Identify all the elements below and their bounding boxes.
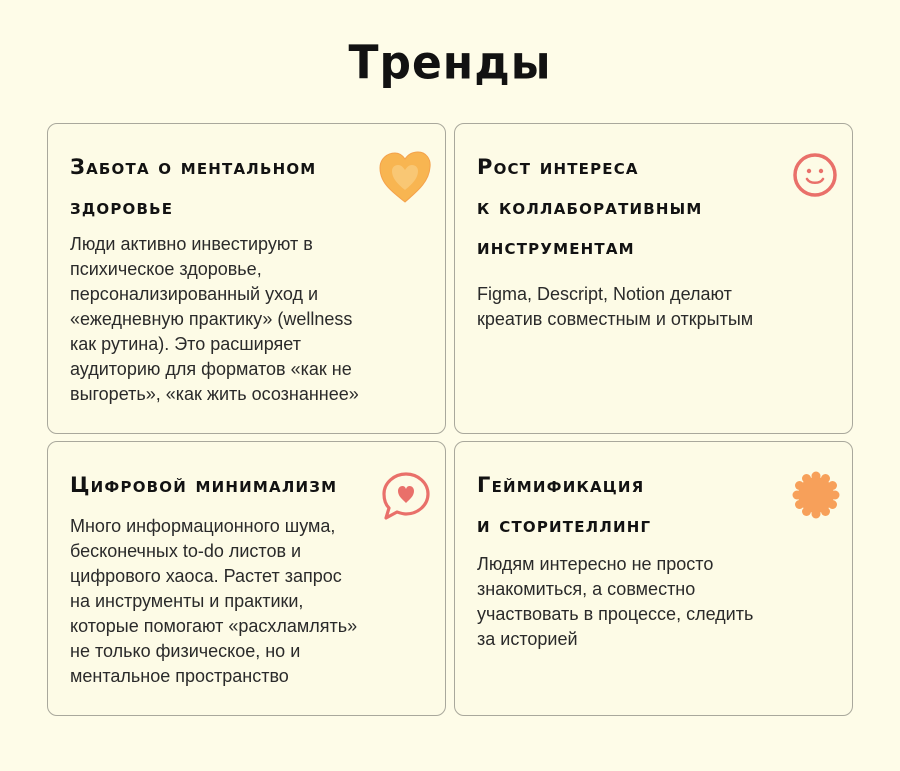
- text-line: Много информационного шума,: [70, 516, 336, 536]
- text-line: бесконечных to-do листов и: [70, 541, 302, 561]
- text-line: выгореть», «как жить осознаннее»: [70, 384, 359, 404]
- card-title-line: Забота о ментальном: [70, 155, 317, 179]
- card-text: [70, 514, 440, 689]
- card-title-line: Рост интереса: [477, 155, 639, 179]
- heart-speech-bubble-icon: [378, 468, 434, 524]
- card-text: [477, 282, 847, 332]
- card-digital-minimalism: [47, 441, 446, 716]
- card-title-line: и сторителлинг: [477, 513, 652, 537]
- text-line: как рутина). Это расширяет: [70, 334, 301, 354]
- text-line: за историей: [477, 629, 578, 649]
- text-line: знакомиться, а совместно: [477, 579, 696, 599]
- card-text: [70, 232, 440, 407]
- text-line: Люди активно инвестируют в: [70, 234, 313, 254]
- smiley-face-icon: [791, 151, 839, 199]
- text-line: на инструменты и практики,: [70, 591, 304, 611]
- text-line: которые помогают «расхламлять»: [70, 616, 358, 636]
- text-line: креатив совместным и открытым: [477, 309, 754, 329]
- heart-icon: [374, 146, 436, 208]
- card-mental-health: [47, 123, 446, 434]
- text-line: персонализированный уход и: [70, 284, 319, 304]
- scalloped-circle-icon: [791, 470, 841, 520]
- text-line: психическое здоровье,: [70, 259, 262, 279]
- text-line: «ежедневную практику» (wellness: [70, 309, 353, 329]
- text-line: ментальное пространство: [70, 666, 289, 686]
- card-gamification: [454, 441, 853, 716]
- text-line: не только физическое, но и: [70, 641, 301, 661]
- text-line: участвовать в процессе, следить: [477, 604, 754, 624]
- text-line: цифрового хаоса. Растет запрос: [70, 566, 342, 586]
- card-title-line: инструментам: [477, 235, 635, 259]
- card-title-line: к коллаборативным: [477, 195, 703, 219]
- text-line: аудиторию для форматов «как не: [70, 359, 352, 379]
- card-text: [477, 552, 847, 652]
- card-title-line: Геймификация: [477, 473, 645, 497]
- card-title-line: здоровье: [70, 195, 174, 219]
- text-line: Figma, Descript, Notion делают: [477, 284, 732, 304]
- card-collaborative-tools: [454, 123, 853, 434]
- card-title-line: Цифровой минимализм: [70, 473, 338, 497]
- page-title: Тренды: [348, 36, 552, 91]
- text-line: Людям интересно не просто: [477, 554, 714, 574]
